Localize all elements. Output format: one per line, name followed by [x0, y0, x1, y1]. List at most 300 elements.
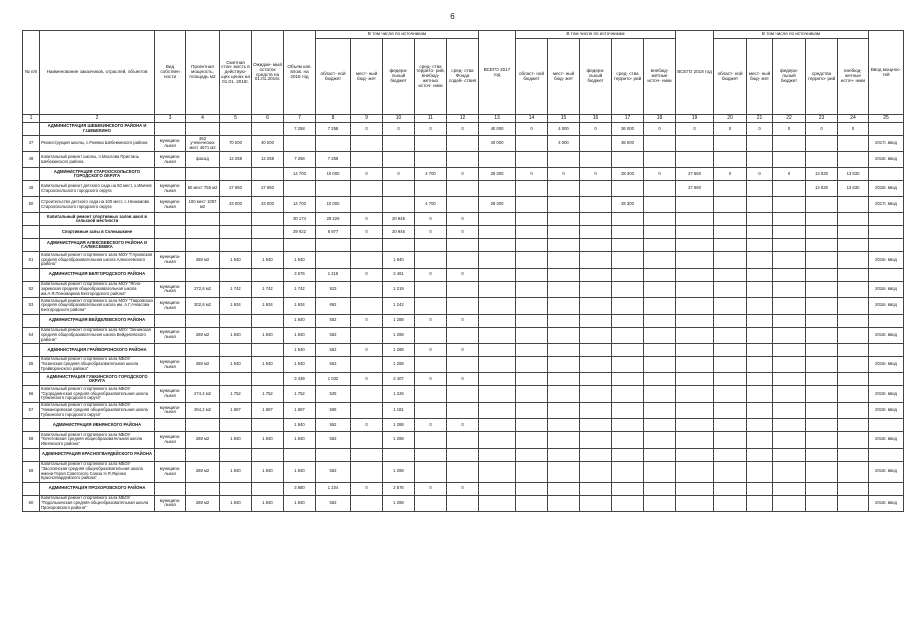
value-cell: 1 840 — [284, 356, 316, 372]
value-cell — [415, 252, 447, 268]
value-cell: 28 300 — [612, 197, 644, 213]
value-cell: 1 840 — [220, 495, 252, 511]
value-cell: 288 м2 — [186, 252, 220, 268]
header-estimate: Сметная стои- мость в действую- щих ценах на 01.01. 2016г. — [220, 31, 252, 115]
value-cell — [516, 226, 548, 239]
table-row — [23, 136, 904, 152]
value-cell — [838, 356, 869, 372]
value-cell — [548, 343, 580, 356]
value-cell: 1 104 — [316, 482, 351, 495]
value-cell — [676, 239, 714, 252]
value-cell: 0 — [383, 123, 415, 136]
value-cell — [252, 168, 284, 181]
value-cell — [351, 239, 383, 252]
value-cell — [252, 123, 284, 136]
value-cell — [747, 419, 773, 432]
value-cell — [747, 327, 773, 343]
table-row — [23, 386, 904, 402]
value-cell — [351, 461, 383, 482]
value-cell: 1 288 — [383, 327, 415, 343]
value-cell — [612, 419, 644, 432]
value-cell — [806, 461, 838, 482]
value-cell — [773, 495, 806, 511]
value-cell — [644, 448, 676, 461]
value-cell: 2016г. ввод — [869, 402, 904, 418]
value-cell — [773, 432, 806, 448]
value-cell: 0 — [415, 213, 447, 226]
value-cell — [284, 136, 316, 152]
header-total-2017: ВСЕГО 2017 год — [479, 31, 516, 115]
column-index-cell: 8 — [316, 115, 351, 123]
value-cell: 1 742 — [284, 281, 316, 297]
value-cell: 0 — [447, 226, 479, 239]
value-cell — [447, 402, 479, 418]
value-cell: 506 — [316, 402, 351, 418]
value-cell — [548, 386, 580, 402]
section-row — [23, 482, 904, 495]
value-cell — [580, 386, 612, 402]
value-cell — [714, 448, 747, 461]
value-cell: 43 000 — [220, 197, 252, 213]
value-cell — [351, 252, 383, 268]
value-cell: 1 687 — [252, 402, 284, 418]
value-cell — [186, 419, 220, 432]
value-cell — [747, 343, 773, 356]
value-cell — [806, 239, 838, 252]
value-cell: 27 660 — [676, 181, 714, 197]
value-cell — [479, 386, 516, 402]
value-cell — [516, 181, 548, 197]
value-cell: 0 — [415, 314, 447, 327]
value-cell: 1 840 — [252, 356, 284, 372]
object-name-cell: Капитальный ремонт детского сада на 50 мест, х.Ивичев Старооскольского городского округа — [40, 181, 155, 197]
value-cell — [806, 386, 838, 402]
value-cell — [580, 239, 612, 252]
value-cell — [186, 482, 220, 495]
value-cell: 274,4 м2 — [186, 386, 220, 402]
value-cell — [548, 213, 580, 226]
column-index-cell: 17 — [612, 115, 644, 123]
value-cell — [580, 432, 612, 448]
value-cell: 272,8 м2 — [186, 281, 220, 297]
value-cell — [676, 386, 714, 402]
value-cell — [415, 181, 447, 197]
object-name-cell: АДМИНИСТРАЦИЯ СТАРООСКОЛЬСКОГО ГОРОДСКОГО ОКРУГА — [40, 168, 155, 181]
value-cell: 0 — [415, 268, 447, 281]
value-cell — [869, 268, 904, 281]
value-cell — [516, 402, 548, 418]
value-cell: 1 742 — [220, 281, 252, 297]
section-row — [23, 239, 904, 252]
value-cell — [676, 419, 714, 432]
value-cell — [773, 356, 806, 372]
value-cell — [838, 495, 869, 511]
value-cell: муниципа- льная — [155, 181, 186, 197]
value-cell — [155, 123, 186, 136]
value-cell: 2016г. ввод — [869, 327, 904, 343]
column-index-cell: 19 — [676, 115, 714, 123]
value-cell: 2016г. ввод — [869, 281, 904, 297]
value-cell: 28 300 — [612, 168, 644, 181]
value-cell — [838, 432, 869, 448]
value-cell: 288 м2 — [186, 432, 220, 448]
value-cell — [580, 136, 612, 152]
column-index-cell: 15 — [548, 115, 580, 123]
value-cell: 1 840 — [220, 327, 252, 343]
value-cell — [612, 373, 644, 386]
value-cell — [548, 482, 580, 495]
value-cell: 0 — [747, 168, 773, 181]
value-cell — [516, 448, 548, 461]
value-cell: 1 181 — [383, 402, 415, 418]
value-cell — [479, 181, 516, 197]
value-cell: 0 — [447, 123, 479, 136]
value-cell: 12 258 — [220, 152, 252, 168]
value-cell — [220, 314, 252, 327]
value-cell — [516, 281, 548, 297]
object-name-cell: Капитальный ремонт спортивного зала МОУ "Ясно-зоринская средняя общеобразовательная школа им.А.Я.Пономарева Белгородского района" — [40, 281, 155, 297]
value-cell — [383, 239, 415, 252]
table-row — [23, 461, 904, 482]
value-cell — [676, 314, 714, 327]
value-cell — [220, 268, 252, 281]
value-cell: 27 660 — [252, 181, 284, 197]
object-name-cell: Капитальный ремонт спортивного зала МБОУ "Никаноровская средняя общеобразовательная школа Губкинского городского округа" — [40, 402, 155, 418]
column-index-cell: 4 — [186, 115, 220, 123]
value-cell — [714, 298, 747, 314]
value-cell: 0 — [447, 419, 479, 432]
value-cell: муниципа- льная — [155, 432, 186, 448]
value-cell — [676, 327, 714, 343]
value-cell: 288 м2 — [186, 327, 220, 343]
value-cell: 0 — [714, 168, 747, 181]
column-index-cell: 12 — [447, 115, 479, 123]
value-cell: 0 — [447, 482, 479, 495]
value-cell — [516, 252, 548, 268]
object-name-cell: Строительство детского сада на 100 мест, с.Незнамово Старооскольского городского округа — [40, 197, 155, 213]
table-row — [23, 402, 904, 418]
value-cell — [747, 213, 773, 226]
value-cell: 2016г. ввод — [869, 152, 904, 168]
value-cell — [773, 281, 806, 297]
value-cell — [676, 252, 714, 268]
value-cell — [155, 373, 186, 386]
value-cell: 2016г. ввод — [869, 298, 904, 314]
value-cell — [415, 386, 447, 402]
value-cell: муниципа- льная — [155, 327, 186, 343]
value-cell: 552 — [316, 314, 351, 327]
value-cell — [252, 213, 284, 226]
value-cell — [644, 197, 676, 213]
row-number-cell — [23, 213, 40, 226]
value-cell: муниципа- льная — [155, 152, 186, 168]
value-cell — [747, 197, 773, 213]
value-cell: 12 258 — [252, 152, 284, 168]
value-cell — [220, 123, 252, 136]
value-cell: 1 752 — [220, 386, 252, 402]
value-cell — [516, 197, 548, 213]
value-cell — [676, 448, 714, 461]
header-2018-federal: федера- льный бюджет — [773, 39, 806, 115]
value-cell: 27 660 — [676, 168, 714, 181]
value-cell: 288 м2 — [186, 461, 220, 482]
value-cell — [252, 419, 284, 432]
value-cell: 50 мест 755 м2 — [186, 181, 220, 197]
value-cell — [415, 402, 447, 418]
row-number-cell: 47 — [23, 136, 40, 152]
header-2016-regional: област- ной бюджет — [316, 39, 351, 115]
value-cell — [644, 226, 676, 239]
value-cell — [838, 327, 869, 343]
value-cell — [676, 432, 714, 448]
value-cell: 288 м2 — [186, 495, 220, 511]
column-index-cell: 6 — [252, 115, 284, 123]
value-cell — [580, 482, 612, 495]
value-cell — [383, 152, 415, 168]
value-cell: 1 840 — [284, 461, 316, 482]
value-cell — [612, 482, 644, 495]
object-name-cell: Капитальный ремонт спортивного зала МОУ "Тавровская средняя общеобразовательная школа им. А.Г.Ачкасова Белгородского района" — [41, 297, 153, 313]
value-cell: 0 — [351, 123, 383, 136]
value-cell: 36 000 — [612, 123, 644, 136]
value-cell: 10 000 — [316, 168, 351, 181]
value-cell — [644, 298, 676, 314]
value-cell — [186, 123, 220, 136]
value-cell — [516, 152, 548, 168]
value-cell: 100 мест 1087 м2 — [186, 197, 220, 213]
value-cell — [773, 419, 806, 432]
value-cell — [714, 373, 747, 386]
column-index-cell: 1 — [23, 115, 40, 123]
value-cell — [806, 356, 838, 372]
row-number-cell: 49 — [23, 181, 40, 197]
value-cell — [773, 213, 806, 226]
value-cell — [415, 448, 447, 461]
value-cell — [220, 213, 252, 226]
value-cell — [838, 373, 869, 386]
value-cell — [252, 268, 284, 281]
table-row — [23, 281, 904, 297]
row-number-cell: 48 — [23, 152, 40, 168]
value-cell — [644, 402, 676, 418]
value-cell: 0 — [644, 123, 676, 136]
value-cell — [747, 432, 773, 448]
value-cell — [676, 268, 714, 281]
value-cell — [351, 432, 383, 448]
value-cell — [838, 482, 869, 495]
value-cell — [714, 482, 747, 495]
value-cell: 1 840 — [252, 495, 284, 511]
value-cell — [252, 314, 284, 327]
object-name-cell: АДМИНИСТРАЦИЯ ИВНЯНСКОГО РАЙОНА — [40, 419, 155, 432]
row-number-cell: 51 — [23, 252, 40, 268]
value-cell — [676, 343, 714, 356]
column-index-cell: 22 — [773, 115, 806, 123]
value-cell — [806, 327, 838, 343]
value-cell — [447, 281, 479, 297]
value-cell: 0 — [415, 482, 447, 495]
value-cell: 1 840 — [284, 327, 316, 343]
value-cell — [580, 281, 612, 297]
value-cell — [447, 239, 479, 252]
value-cell — [838, 252, 869, 268]
value-cell — [747, 373, 773, 386]
value-cell — [806, 298, 838, 314]
value-cell — [479, 356, 516, 372]
value-cell — [806, 281, 838, 297]
value-cell — [383, 197, 415, 213]
value-cell — [714, 327, 747, 343]
value-cell: 4 000 — [548, 123, 580, 136]
value-cell — [548, 226, 580, 239]
value-cell — [806, 197, 838, 213]
value-cell — [252, 226, 284, 239]
header-volume-2016: Объем кап. влож. на 2016 год — [284, 31, 316, 115]
section-row — [23, 213, 904, 226]
column-index-cell: 3 — [155, 115, 186, 123]
value-cell: 40 000 — [479, 136, 516, 152]
value-cell: 40 000 — [479, 123, 516, 136]
value-cell: 2016г. ввод — [869, 432, 904, 448]
value-cell — [612, 432, 644, 448]
value-cell: 0 — [447, 314, 479, 327]
value-cell — [415, 327, 447, 343]
value-cell: 29 922 — [284, 226, 316, 239]
value-cell — [806, 136, 838, 152]
value-cell: 0 — [351, 482, 383, 495]
investment-table — [22, 30, 904, 512]
value-cell — [612, 448, 644, 461]
object-name-cell: АДМИНИСТРАЦИЯ КРАСНОГВАРДЕЙСКОГО РАЙОНА — [40, 448, 155, 461]
value-cell — [644, 314, 676, 327]
value-cell — [773, 482, 806, 495]
value-cell — [806, 432, 838, 448]
value-cell: 7 258 — [316, 123, 351, 136]
value-cell: 1 288 — [383, 314, 415, 327]
column-index-cell: 5 — [220, 115, 252, 123]
value-cell — [747, 252, 773, 268]
value-cell — [548, 281, 580, 297]
value-cell — [747, 356, 773, 372]
value-cell: 4 700 — [415, 197, 447, 213]
value-cell — [612, 268, 644, 281]
section-row — [23, 226, 904, 239]
value-cell — [806, 343, 838, 356]
value-cell — [612, 343, 644, 356]
value-cell — [747, 495, 773, 511]
value-cell: 1 752 — [252, 386, 284, 402]
value-cell — [447, 197, 479, 213]
value-cell: 1 840 — [383, 252, 415, 268]
value-cell — [516, 213, 548, 226]
value-cell: 0 — [415, 123, 447, 136]
row-number-cell: 53 — [23, 298, 40, 314]
value-cell: 0 — [447, 268, 479, 281]
column-index-cell: 25 — [869, 115, 904, 123]
value-cell — [580, 402, 612, 418]
value-cell — [773, 268, 806, 281]
value-cell — [747, 386, 773, 402]
value-cell — [612, 152, 644, 168]
value-cell — [516, 482, 548, 495]
value-cell — [415, 356, 447, 372]
value-cell — [612, 252, 644, 268]
column-index-cell: 18 — [644, 115, 676, 123]
value-cell — [516, 356, 548, 372]
value-cell: 7 258 — [316, 152, 351, 168]
value-cell — [773, 373, 806, 386]
value-cell — [838, 226, 869, 239]
value-cell — [516, 419, 548, 432]
value-cell — [806, 152, 838, 168]
value-cell — [806, 314, 838, 327]
header-2017-local: мест- ный бюд- жет — [548, 39, 580, 115]
column-index-cell: 9 — [351, 115, 383, 123]
value-cell — [838, 461, 869, 482]
value-cell — [516, 495, 548, 511]
value-cell: муниципа- льная — [155, 252, 186, 268]
value-cell — [479, 448, 516, 461]
value-cell — [252, 239, 284, 252]
header-2016-territory: сред- ства террито- рий, внебюд- жетных источ- ники — [415, 39, 447, 115]
value-cell — [548, 461, 580, 482]
value-cell: 1 742 — [252, 281, 284, 297]
value-cell — [447, 298, 479, 314]
value-cell — [838, 298, 869, 314]
value-cell — [644, 152, 676, 168]
value-cell — [676, 461, 714, 482]
value-cell: 3 680 — [284, 482, 316, 495]
value-cell: 1 840 — [284, 419, 316, 432]
value-cell — [479, 239, 516, 252]
value-cell: 1 840 — [252, 327, 284, 343]
value-cell — [415, 152, 447, 168]
value-cell: 0 — [806, 123, 838, 136]
value-cell — [351, 402, 383, 418]
section-row — [23, 123, 904, 136]
value-cell — [155, 482, 186, 495]
value-cell: 7 258 — [284, 123, 316, 136]
column-index-row — [23, 115, 904, 123]
object-name-cell: Капитальный ремонт школы, п.Маслова Пристань Шебекинского района — [40, 152, 155, 168]
object-name-cell: Капитальный ремонт спортивного зала МБОУ "Скороднянская средняя общеобразовательная школа Губкинского городского округа" — [40, 386, 155, 402]
header-2018-offbudget: внебюд- жетные источ- ники — [838, 39, 869, 115]
column-index-cell: 23 — [806, 115, 838, 123]
value-cell — [580, 213, 612, 226]
object-name-cell: АДМИНИСТРАЦИЯ БЕЛГОРОДСКОГО РАЙОНА — [40, 268, 155, 281]
value-cell — [612, 181, 644, 197]
row-number-cell: 54 — [23, 327, 40, 343]
value-cell — [612, 213, 644, 226]
value-cell — [644, 461, 676, 482]
value-cell — [612, 314, 644, 327]
value-cell — [644, 386, 676, 402]
value-cell — [714, 152, 747, 168]
value-cell: 2017г. ввод — [869, 197, 904, 213]
value-cell: 30 174 — [284, 213, 316, 226]
value-cell — [806, 495, 838, 511]
value-cell — [773, 314, 806, 327]
row-number-cell — [23, 226, 40, 239]
value-cell: 0 — [383, 168, 415, 181]
value-cell — [155, 226, 186, 239]
value-cell — [415, 281, 447, 297]
value-cell — [383, 136, 415, 152]
page-number: 6 — [450, 12, 455, 21]
value-cell — [612, 298, 644, 314]
value-cell — [284, 239, 316, 252]
value-cell — [714, 386, 747, 402]
